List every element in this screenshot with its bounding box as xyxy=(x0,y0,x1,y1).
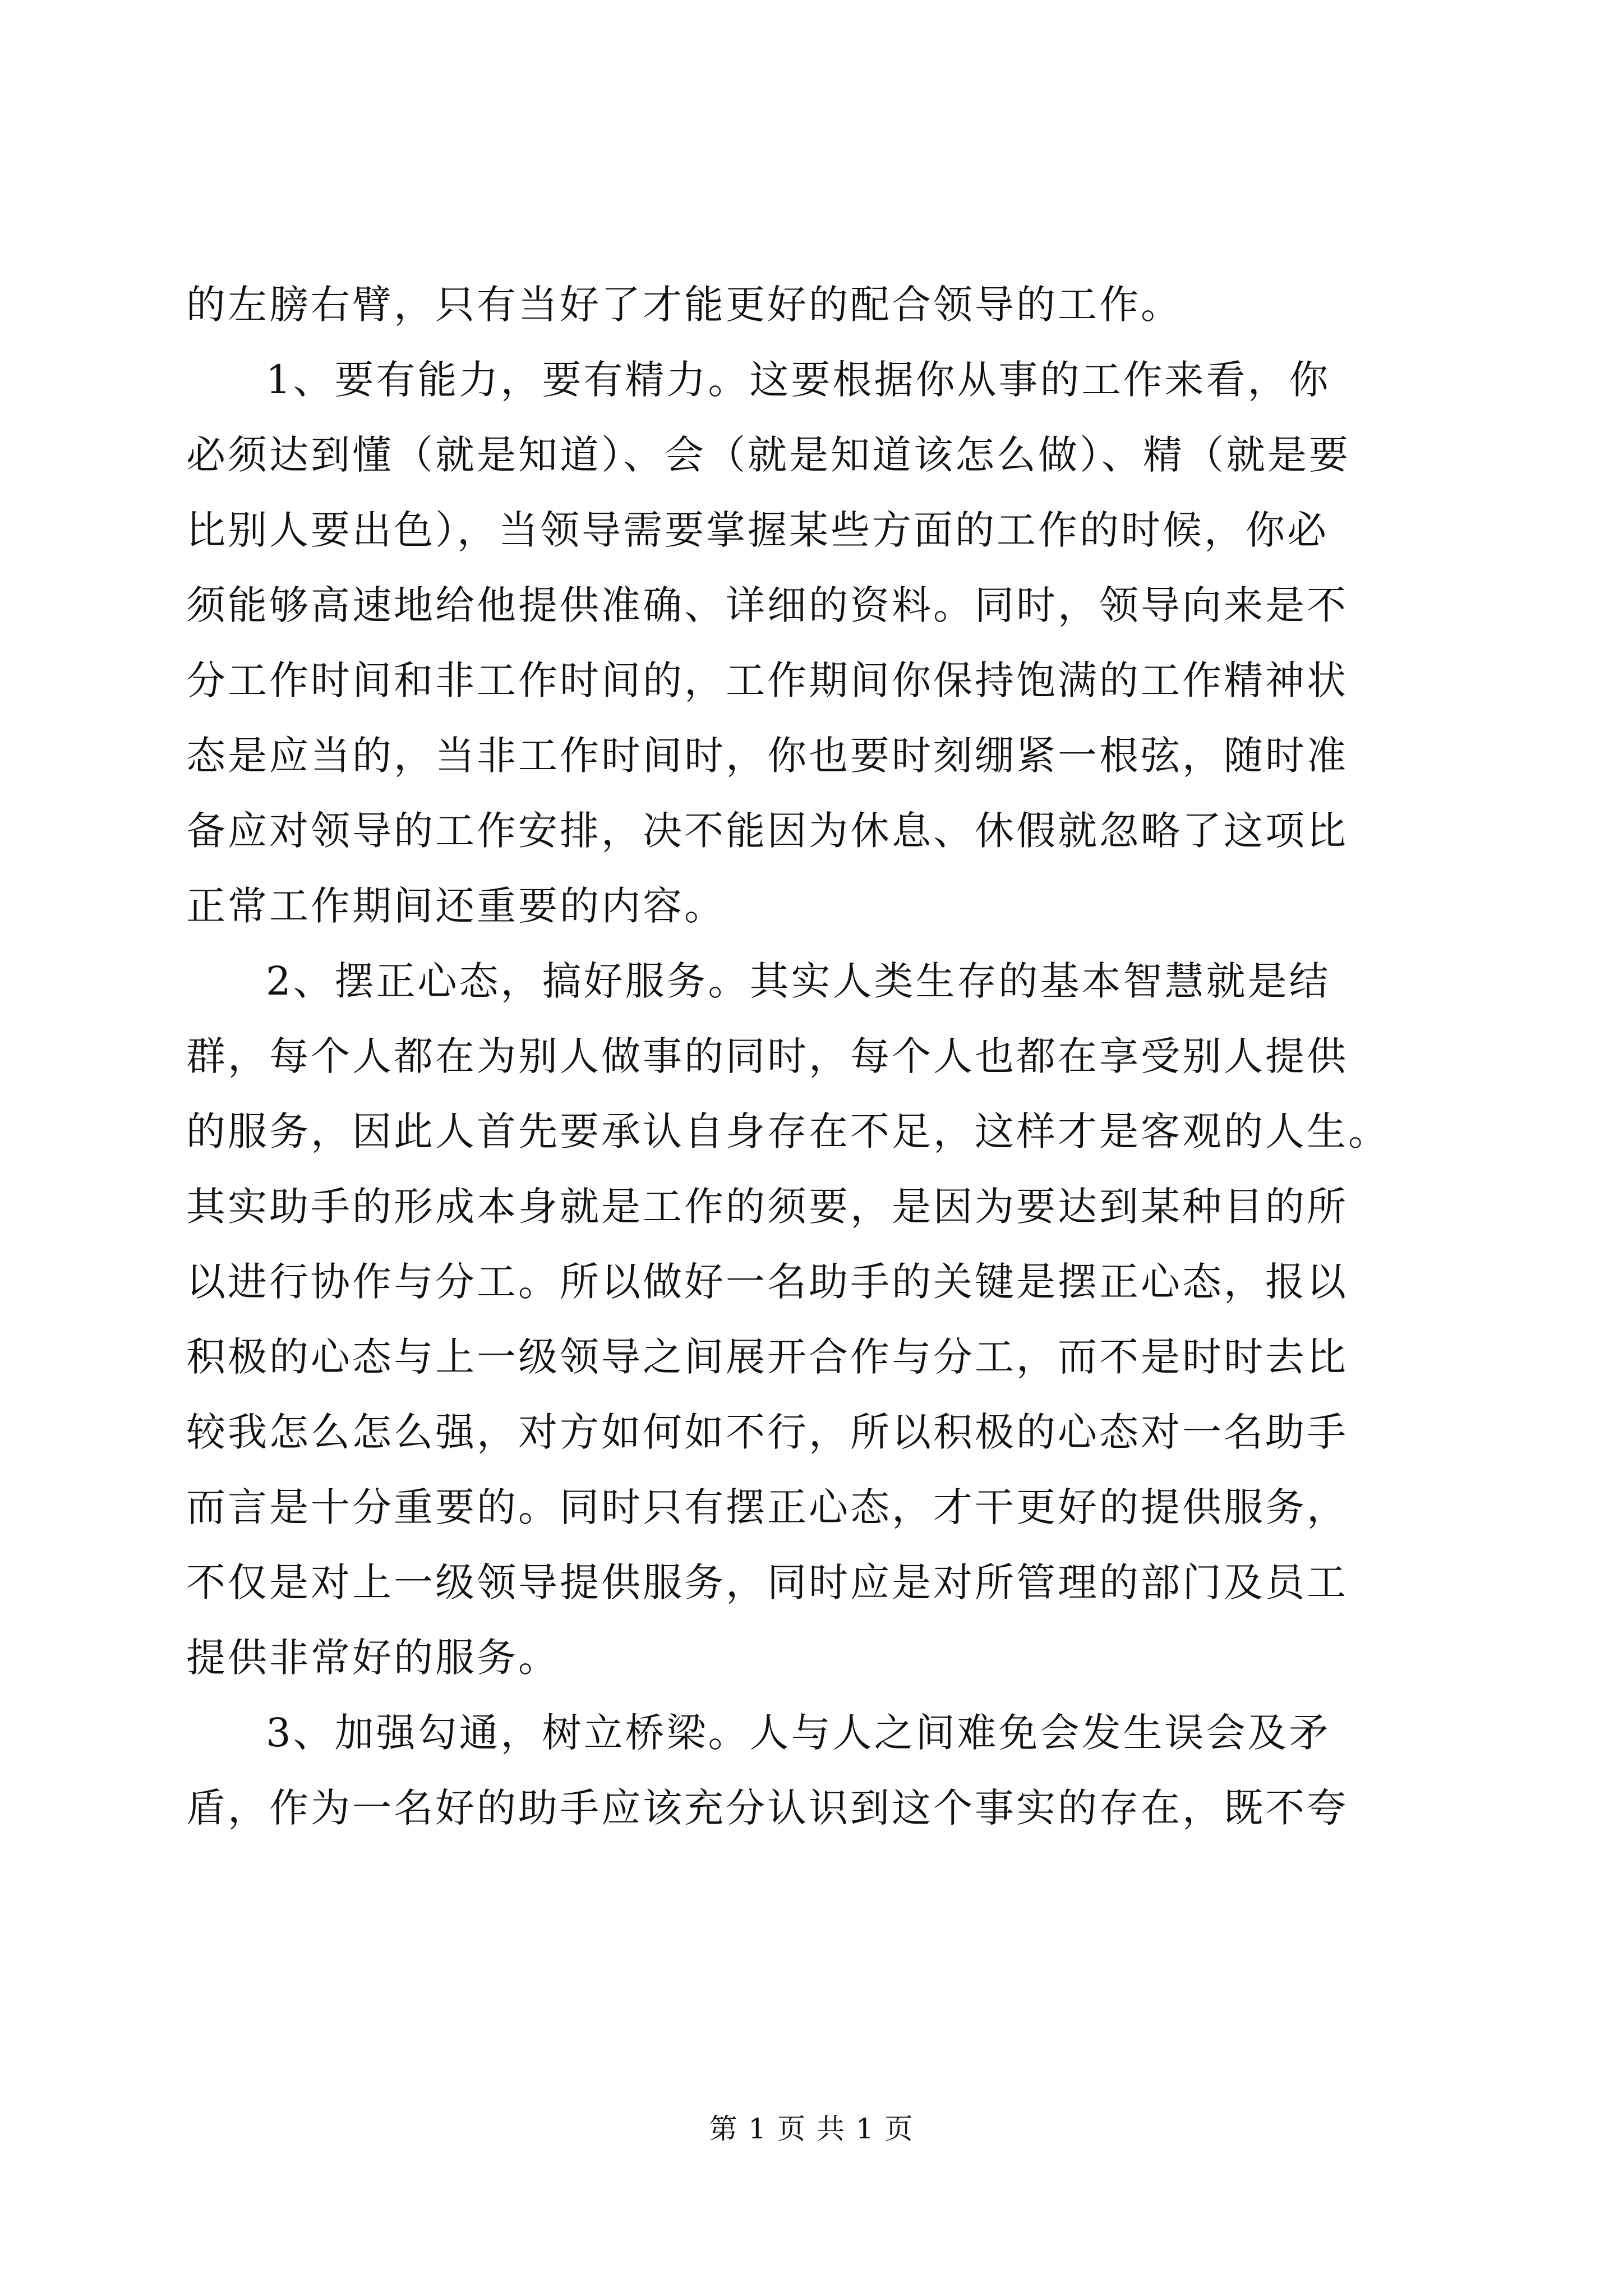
text-line: 其实助手的形成本身就是工作的须要，是因为要达到某种目的所 xyxy=(186,1184,1348,1230)
text-line: 正常工作期间还重要的内容。 xyxy=(186,883,726,929)
text-line: 群，每个人都在为别人做事的同时，每个人也都在享受别人提供 xyxy=(186,1033,1348,1079)
text-line: 较我怎么怎么强，对方如何如不行，所以积极的心态对一名助手 xyxy=(186,1409,1348,1455)
text-line: 以进行协作与分工。所以做好一名助手的关键是摆正心态，报以 xyxy=(186,1259,1348,1305)
text-line: 须能够高速地给他提供准确、详细的资料。同时，领导向来是不 xyxy=(186,582,1348,628)
text-line: 盾，作为一名好的助手应该充分认识到这个事实的存在，既不夸 xyxy=(186,1785,1348,1831)
text-line: 而言是十分重要的。同时只有摆正心态，才干更好的提供服务， xyxy=(186,1484,1348,1530)
text-line: 的服务，因此人首先要承认自身存在不足，这样才是客观的人生。 xyxy=(186,1108,1390,1154)
text-line: 积极的心态与上一级领导之间展开合作与分工，而不是时时去比 xyxy=(186,1334,1348,1380)
document-body xyxy=(186,267,1442,1846)
text-line: 比别人要出色），当领导需要掌握某些方面的工作的时候，你必 xyxy=(186,507,1329,553)
text-line: 备应对领导的工作安排，决不能因为休息、休假就忽略了这项比 xyxy=(186,808,1348,854)
text-line: 分工作时间和非工作时间的，工作期间你保持饱满的工作精神状 xyxy=(186,657,1348,703)
text-line: 态是应当的，当非工作时间时，你也要时刻绷紧一根弦，随时准 xyxy=(186,733,1348,779)
text-line: 不仅是对上一级领导提供服务，同时应是对所管理的部门及员工 xyxy=(186,1559,1348,1605)
text-line: 必须达到懂（就是知道）、会（就是知道该怎么做）、精（就是要 xyxy=(186,432,1350,478)
page-footer: 第 1 页 共 1 页 xyxy=(709,2113,914,2145)
paragraph-3-heading-line: 3、加强勾通，树立桥梁。人与人之间难免会发生误会及矛 xyxy=(266,1710,1331,1756)
text-line: 的左膀右臂，只有当好了才能更好的配合领导的工作。 xyxy=(186,282,1182,328)
paragraph-1-heading-line: 1、要有能力，要有精力。这要根据你从事的工作来看，你 xyxy=(266,357,1331,403)
paragraph-2-heading-line: 2、摆正心态，搞好服务。其实人类生存的基本智慧就是结 xyxy=(266,958,1331,1004)
text-line: 提供非常好的服务。 xyxy=(186,1635,560,1681)
